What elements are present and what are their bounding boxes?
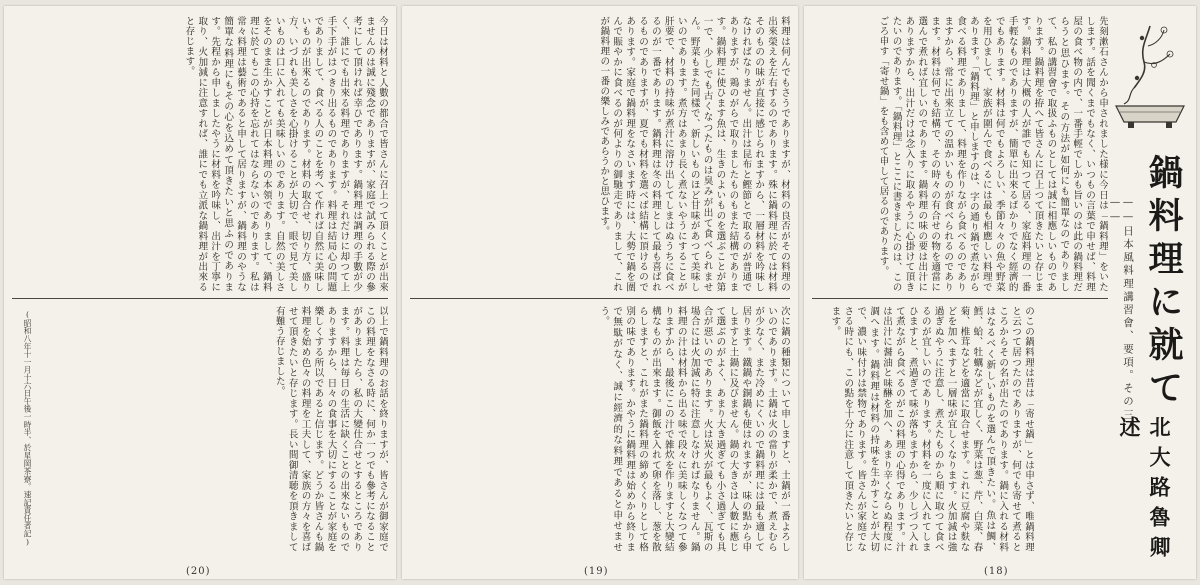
article-title: 鍋料理に就て bbox=[1143, 154, 1184, 412]
page-19 bbox=[402, 6, 798, 579]
page-20-upper-text: 今日は材料と人數の都合で皆さんに召上つて頂くことが出來ませんのは誠に殘念でありますが、家庭で試みられる際の參考にして頂ければ幸ひであります。鍋料理は調理の手數が少く、誰にでも出來る料理でありますが、それだけに却つて上手下手がはつきり出るものであります。料理は結局心の問題でありまして、食べる人のことを考へて作れば自然に美味しいものが出來るのであります。材料の取合せ、切り方、盛り方、いづれも美しさを心掛けることが大切で、眼で見て美しいものは口に入れても美味しいのであります。自然の美しさをそのまま生かすことが日本料理の本領でありまして、鍋料理に於てもこの心持を忘れてはならないのであります。私は常々料理は藝術であると申して居りますが、鍋料理のやうな簡單な料理にもその心を込めて頂きたいと思ふのであります。先程から申しましたやうに材料を吟味し、出汁を丁寧に取り、火加減に注意すれば、誰にでも立派な鍋料理が出來ると存じます。 bbox=[183, 16, 388, 292]
page-18 bbox=[804, 6, 1196, 579]
page-20 bbox=[4, 6, 396, 579]
page-20-lower-text: 以上で鍋料理のお話を終りますが、皆さんが御家庭でこの料理をなさる時に、何か一つでも參考になることがありましたら、私の大變仕合せとするところであります。料理は毎日の生活に缺くことの出來ないものでありますから、日々の食事を大切にすることが家庭を樂しくする所以であると信じます。どうか皆さんも鍋料理を始め色々の料理を工夫して、家族の方々を喜ばせて頂きたいと存じます。長い間御清聴を頂きまして有難う存じました。 bbox=[273, 306, 388, 552]
page-number: (19) bbox=[584, 566, 609, 577]
page-19-divider bbox=[410, 298, 790, 299]
page-18-upper-text: 先刻漱石さんから申されました様に今日は「鍋料理」をいたします。話を聞くまでもなく、いつもの言葉で申せば、料理屋の食べ物の内で、一番手輕でしかも旨いのは此の鍋料理だらうと思ひます。その方法が如何にも簡單なのでありまして、私の講習會で取扱ふものとしては誠に相應しいものであります。鍋料理を拵へて皆さんに召上つて頂きたいと存じます。鍋料理は大概の人が誰でも知つて居る、家庭料理の一番手輕なものでありますが、簡單に出來るばかりでなく經濟的でもあります。材料は何でもよろしい、季節々々の魚や野菜を用ひまして、家族が圍んで食べるには最も相應しい料理であります。「鍋料理」と申しますのは、字の通り鍋で煮ながら食べる料理でありまして、料理を作りながら食べるのでありますから、常に出來立ての温かいものが食べられるのであります。材料は何でも結構で、その時々の有合せの物を適當に選んで煮れば宜しいのであります。鍋料理の味の要は出汁にありますから、出汁だけは念入りに取るやうに心掛けて頂きたいのであります。「鍋料理」とここに書きましたのは、このごろ申す「寄せ鍋」をも含めて申して居るのであります。 bbox=[877, 16, 1108, 292]
article-subtitle: ——日本風料理講習會、要項。その三—— bbox=[1109, 196, 1134, 422]
plum-branch-illustration bbox=[1110, 18, 1190, 136]
page-18-lower-text: のこの鍋料理は昔は「寄せ鍋」とは申さず、唯鍋料理と云つて居つたのでありますが、何でも寄せて煮るところからその名が出たのであります。鍋に入れる材料はなるべく新しいものを選んで頂きたい。魚は鯛、鱈、蛤、牡蠣などが宜しく、野菜は葱、芹、白菜、春菊、椎茸などを適當に取合せます。これに豆腐や麩などを加へますと一層味が宜しくなります。火加減は強過ぎぬやうに注意し、煮えたものから順に取つて食べるのが宜しいのであります。材料を一度に入れてしまひますと、煮過ぎて味が落ちますから、少しづつ入れて煮ながら食べるのがこの料理の心得であります。汁は出汁に醤油と味醂を加へ、あまり辛くならぬ程度に調へます。鍋料理は材料の持味を生かすことが大切で、濃い味付けは禁物であります。皆さんが家庭でなさる時にも、この點を十分に注意して頂きたいと存じます。 bbox=[829, 306, 1034, 552]
page-19-lower-text: 次に鍋の種類について申しますと、土鍋が一番よろしいのであります。土鍋は火の當りが柔かで、煮えむらが少なく、また冷めにくいので鍋料理には最も適して居ります。鐵鍋や銅鍋も使はれますが、味の點から申しますと土鍋に及びません。鍋の大きさは人數に應じて選ぶのがよく、あまり大き過ぎても小さ過ぎても具合が惡いのであります。火は炭火が最もよく、瓦斯の場合には火加減に特に注意しなければなりません。鍋料理の汁は材料から出る味で段々に美味しくなつて參りますから、最後にこの汁で雑炊を作りますと大變結構なものが出來ます。御飯を入れて卵を落し、葱を散らしますと、これがまた鍋料理の締めくくりとして格別の味であります。かやうに鍋料理は始めから終りまで無駄がなく、誠に經濟的な料理であると申せませう。 bbox=[598, 306, 790, 552]
transcript-note: (昭和八年十一月十六日午後一時半、於星岡茶寮。速記責任者記) bbox=[23, 310, 32, 547]
page-number: (18) bbox=[984, 566, 1009, 577]
page-18-divider bbox=[812, 298, 1108, 299]
page-20-divider bbox=[12, 298, 388, 299]
page-19-upper-text: 料理は何んでもさうでありますが、材料の良否がその料理の出來榮えを左右するのであります。殊に鍋料理に於ては材料そのものの味が直接に感じられますから、一層材料を吟味しなければなりません。出汁は昆布と鰹節とで取るのが普通でありますが、鶏のがらで取りましたものもまた結構であります。鍋料理に使ひます魚は、生きのよいものを選ぶことが第一で、少しでも古くなつたものは臭みが出て食べられません。野菜もまた同樣で、新しいものほど甘味があつて美味しいのであります。煮方はあまり長く煮ないやうにすることが肝要で、材料の持味が煮汁に溶け出してしまはぬうちに食べるのが一番であります。鍋料理は冬の料理として最も喜ばれるものでありますが、夏でも材料を選べば結構に頂けるのであります。家庭で鍋料理をなさいます時には、大勢で鍋を圍んで賑やかに食べるのが何よりの御馳走でありまして、これが鍋料理の一番の樂しみであらうかと思ひます。 bbox=[598, 16, 790, 292]
article-author: 北大路魯卿述 bbox=[1117, 416, 1172, 566]
page-number: (20) bbox=[186, 566, 211, 577]
